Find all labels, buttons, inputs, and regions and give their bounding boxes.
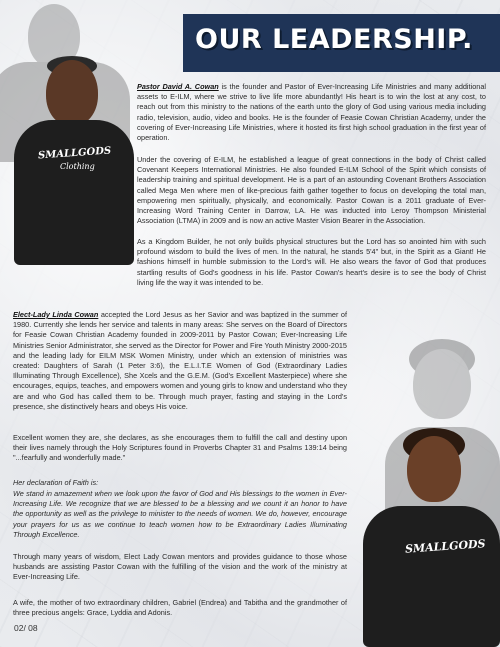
faith-heading: Her declaration of Faith is: [13, 478, 99, 487]
shirt-logo: SMALLGODS [37, 145, 112, 162]
shirt-logo: SMALLGODS [404, 537, 486, 556]
shirt-logo-sub: Clothing [60, 162, 95, 171]
page-number: 02/ 08 [14, 623, 38, 633]
elect-lady-paragraph-4: A wife, the mother of two extraordinary children, Gabriel (Endrea) and Tabitha and the grandmother of three precious angels: Grace, Lyddia and Adonis. [13, 598, 347, 618]
elect-lady-photo [355, 428, 500, 647]
pastor-paragraph-3: As a Kingdom Builder, he not only builds physical structures but the Lord has so anointed him with such profound wisdom to build the lives of men. In the natural, he stands 5'4" but, in the Spirit as a Giant! He fashions himself in humble submission to the Lord's will. He also wears the favor of God that produces startling results of God's goodness in his life. Pastor Cowan's heart's desire is to see the body of Christ living life the way it was intended to be. [137, 237, 486, 287]
elect-lady-paragraph-1: Elect-Lady Linda Cowan accepted the Lord Jesus as her Savior and was baptized in the summer of 1980. Currently she lends her service and talents in many areas: She serves on the Board of Directors for Feasie Cowan Christian Academy founded in 2009-2011 by Pastor Cowan; Ever-Increasing Life Ministries Senior Administrator, she served as the Director for Power and Fire Youth Ministry 2000-2015 and the leading lady for EILM MSK Women Ministry, under which an extension of ministries was created: Daughters of Sarah (1 Peter 3:6), the E.L.I.T.E Women of God (Extraordinary Ladies Illuminating Through Excellence), She Xcels and the G.E.M. (God's Excellent Masterpiece) where she encourages, equips, teaches, and empowers women and young girls to know and understand who they are and who God has called them to be. Through much prayer, fasting and staying in the Lord's presence, she distinctively hears and obeys His voice. [13, 310, 347, 411]
leadership-banner [183, 14, 500, 72]
pastor-name: Pastor David A. Cowan [137, 82, 219, 91]
pastor-photo [0, 50, 140, 265]
faith-declaration: We stand in amazement when we look upon the favor of God and His blessings to the women in Ever-Increasing Life. We recognize that we are blessed to be a blessing and we count it an honor to have the opportunity as well as the privilege to minister to the needs of women. We do, however, encourage your prayers for us as we continue to teach women how to be Extraordinary Ladies Illuminating Through Excellence. [13, 489, 347, 539]
page-title: OUR LEADERSHIP. [195, 24, 473, 55]
elect-lady-paragraph-3: Through many years of wisdom, Elect Lady Cowan mentors and provides guidance to those whose husbands are assisting Pastor Cowan with the fulfilling of the vision and the work of the ministry at Ever-Increasing Life. [13, 552, 347, 582]
elect-lady-name: Elect-Lady Linda Cowan [13, 310, 99, 319]
pastor-paragraph-1: Pastor David A. Cowan is the founder and Pastor of Ever-Increasing Life Ministries and many additional assets to E-ILM, where we strive to live life more abundantly! His heart is to win the lost at any cost, to reach out from this ministry to the nations of the earth unto the glory of God using various media including radio, television, audio, video and books. He is the founder of Feasie Cowan Christian Academy, under the covering of Ever-Increasing Life Ministries, where it hosted its first high school graduation in the first year of operation. [137, 82, 486, 143]
pastor-paragraph-2: Under the covering of E-ILM, he established a league of great connections in the body of Christ called Covenant Keepers International Ministries. He also founded E-ILM School of the Spirit which consists of leadership training and spiritual development. He is a part of an astounding Covenant Brothers Association called Mega Men where men of like-precious faith gather together to focus on developing the total man, empowering men spiritually, physically, and economically. Pastor Cowan is a 2011 graduate of Ever-Increasing Word Training Center in Darrow, LA. He was inducted into Leroy Thompson Ministerial Association (LTMA) in 2009 and is now an active Master Vision Bearer in the Association. [137, 155, 486, 226]
elect-lady-paragraph-2: Excellent women they are, she declares, as she encourages them to fulfill the call and destiny upon their lives namely through the Holy Scriptures found in Proverbs Chapter 31 and Psalms 139:14 being "...fearfully and wonderfully made." [13, 433, 347, 463]
